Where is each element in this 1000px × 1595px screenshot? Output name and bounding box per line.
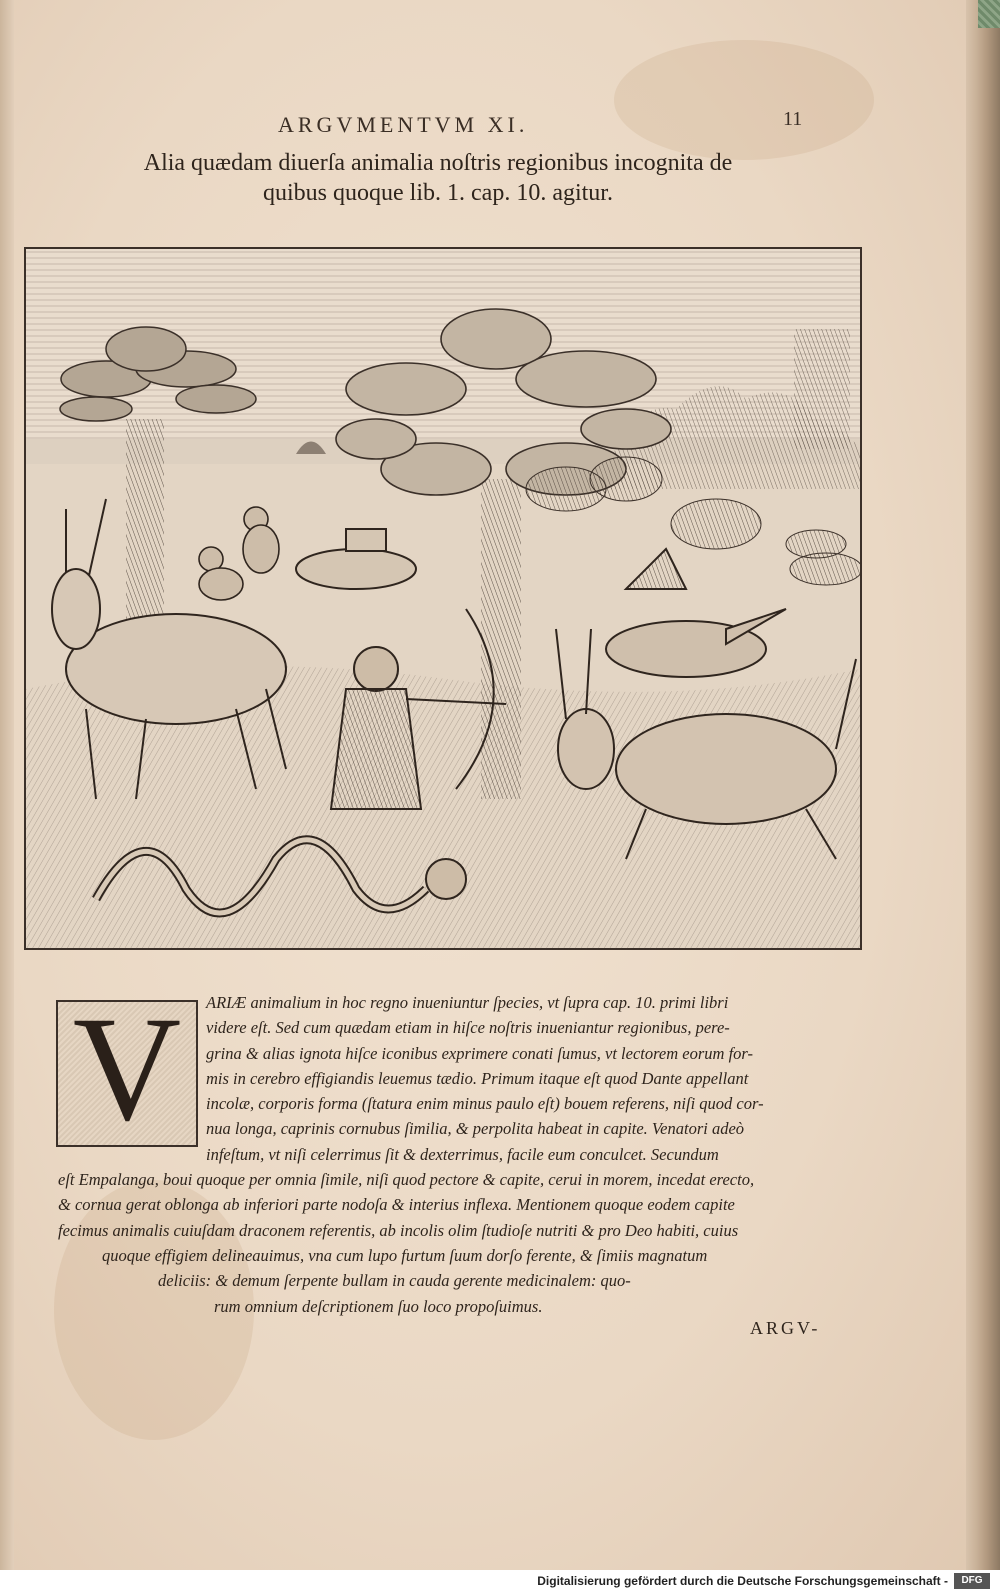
body-line: rum omnium deſcriptionem ſuo loco propoſuimus. (214, 1296, 543, 1316)
subtitle-line-1: Alia quædam diuerſa animalia noſtris regionibus incognita de (143, 150, 733, 176)
body-line: & cornua gerat oblonga ab inferiori parte nodoſa & interius inflexa. Mentionem quoque eodem capite (58, 1195, 735, 1215)
body-line: incolæ, corporis forma (ſtatura enim minus paulo eſt) bouem referens, niſi quod cor- (206, 1094, 764, 1114)
engraving-plate (24, 247, 862, 950)
catchword: ARGV- (750, 1318, 821, 1338)
body-line: eſt Empalanga, boui quoque per omnia ſimile, niſi quod pectore & capite, cerui in morem, incedat erecto, (58, 1170, 755, 1190)
body-text (58, 990, 826, 1319)
left-page-edge (0, 0, 14, 1570)
book-spine (966, 0, 1000, 1570)
body-line: infeſtum, vt niſi celerrimus ſit & dexterrimus, facile eum conculcet. Secundum (206, 1144, 719, 1164)
body-line: deliciis: & demum ſerpente bullam in cauda gerente medicinalem: quo- (158, 1271, 631, 1291)
body-line: mis in cerebro effigiandis leuemus tædio. Primum itaque eſt quod Dante appellant (206, 1068, 749, 1088)
running-head-title: ARGVMENTVM XI. (278, 112, 529, 137)
paper-stain (614, 40, 874, 160)
footer-credit: Digitalisierung gefördert durch die Deutsche Forschungsgemeinschaft - (537, 1574, 948, 1588)
tree-trunk-center (481, 479, 521, 799)
binding-cloth (978, 0, 1000, 28)
engraving-animals-icon (26, 249, 860, 948)
body-line: nua longa, caprinis cornubus ſimilia, & perpolita habeat in capite. Venatori adeò (206, 1119, 745, 1139)
body-line: videre eſt. Sed cum quædam etiam in hiſce noſtris inueniantur regionibus, pere- (206, 1018, 730, 1038)
body-line: grina & alias ignota hiſce iconibus exprimere conati ſumus, vt lectorem eorum for- (206, 1043, 753, 1063)
chapter-subtitle (118, 148, 758, 208)
subtitle-line-2: quibus quoque lib. 1. cap. 10. agitur. (263, 180, 613, 206)
dfg-logo-icon: DFG (954, 1573, 990, 1589)
decorated-initial (56, 986, 198, 1152)
initial-letter: V (72, 986, 182, 1152)
body-line: ARIÆ animalium in hoc regno inueniuntur ſpecies, vt ſupra cap. 10. primi libri (206, 993, 729, 1012)
body-line: fecimus animalis cuiuſdam draconem referentis, ab incolis olim ſtudioſe nutriti & pro Deo habiti, cuius (58, 1220, 739, 1240)
rock-tower (794, 329, 850, 449)
page-number: 11 (783, 108, 803, 130)
serpent-ball (426, 859, 466, 899)
body-line: quoque effigiem delineauimus, vna cum lupo furtum ſuum dorſo ferente, & ſimiis magnatum (102, 1245, 708, 1265)
